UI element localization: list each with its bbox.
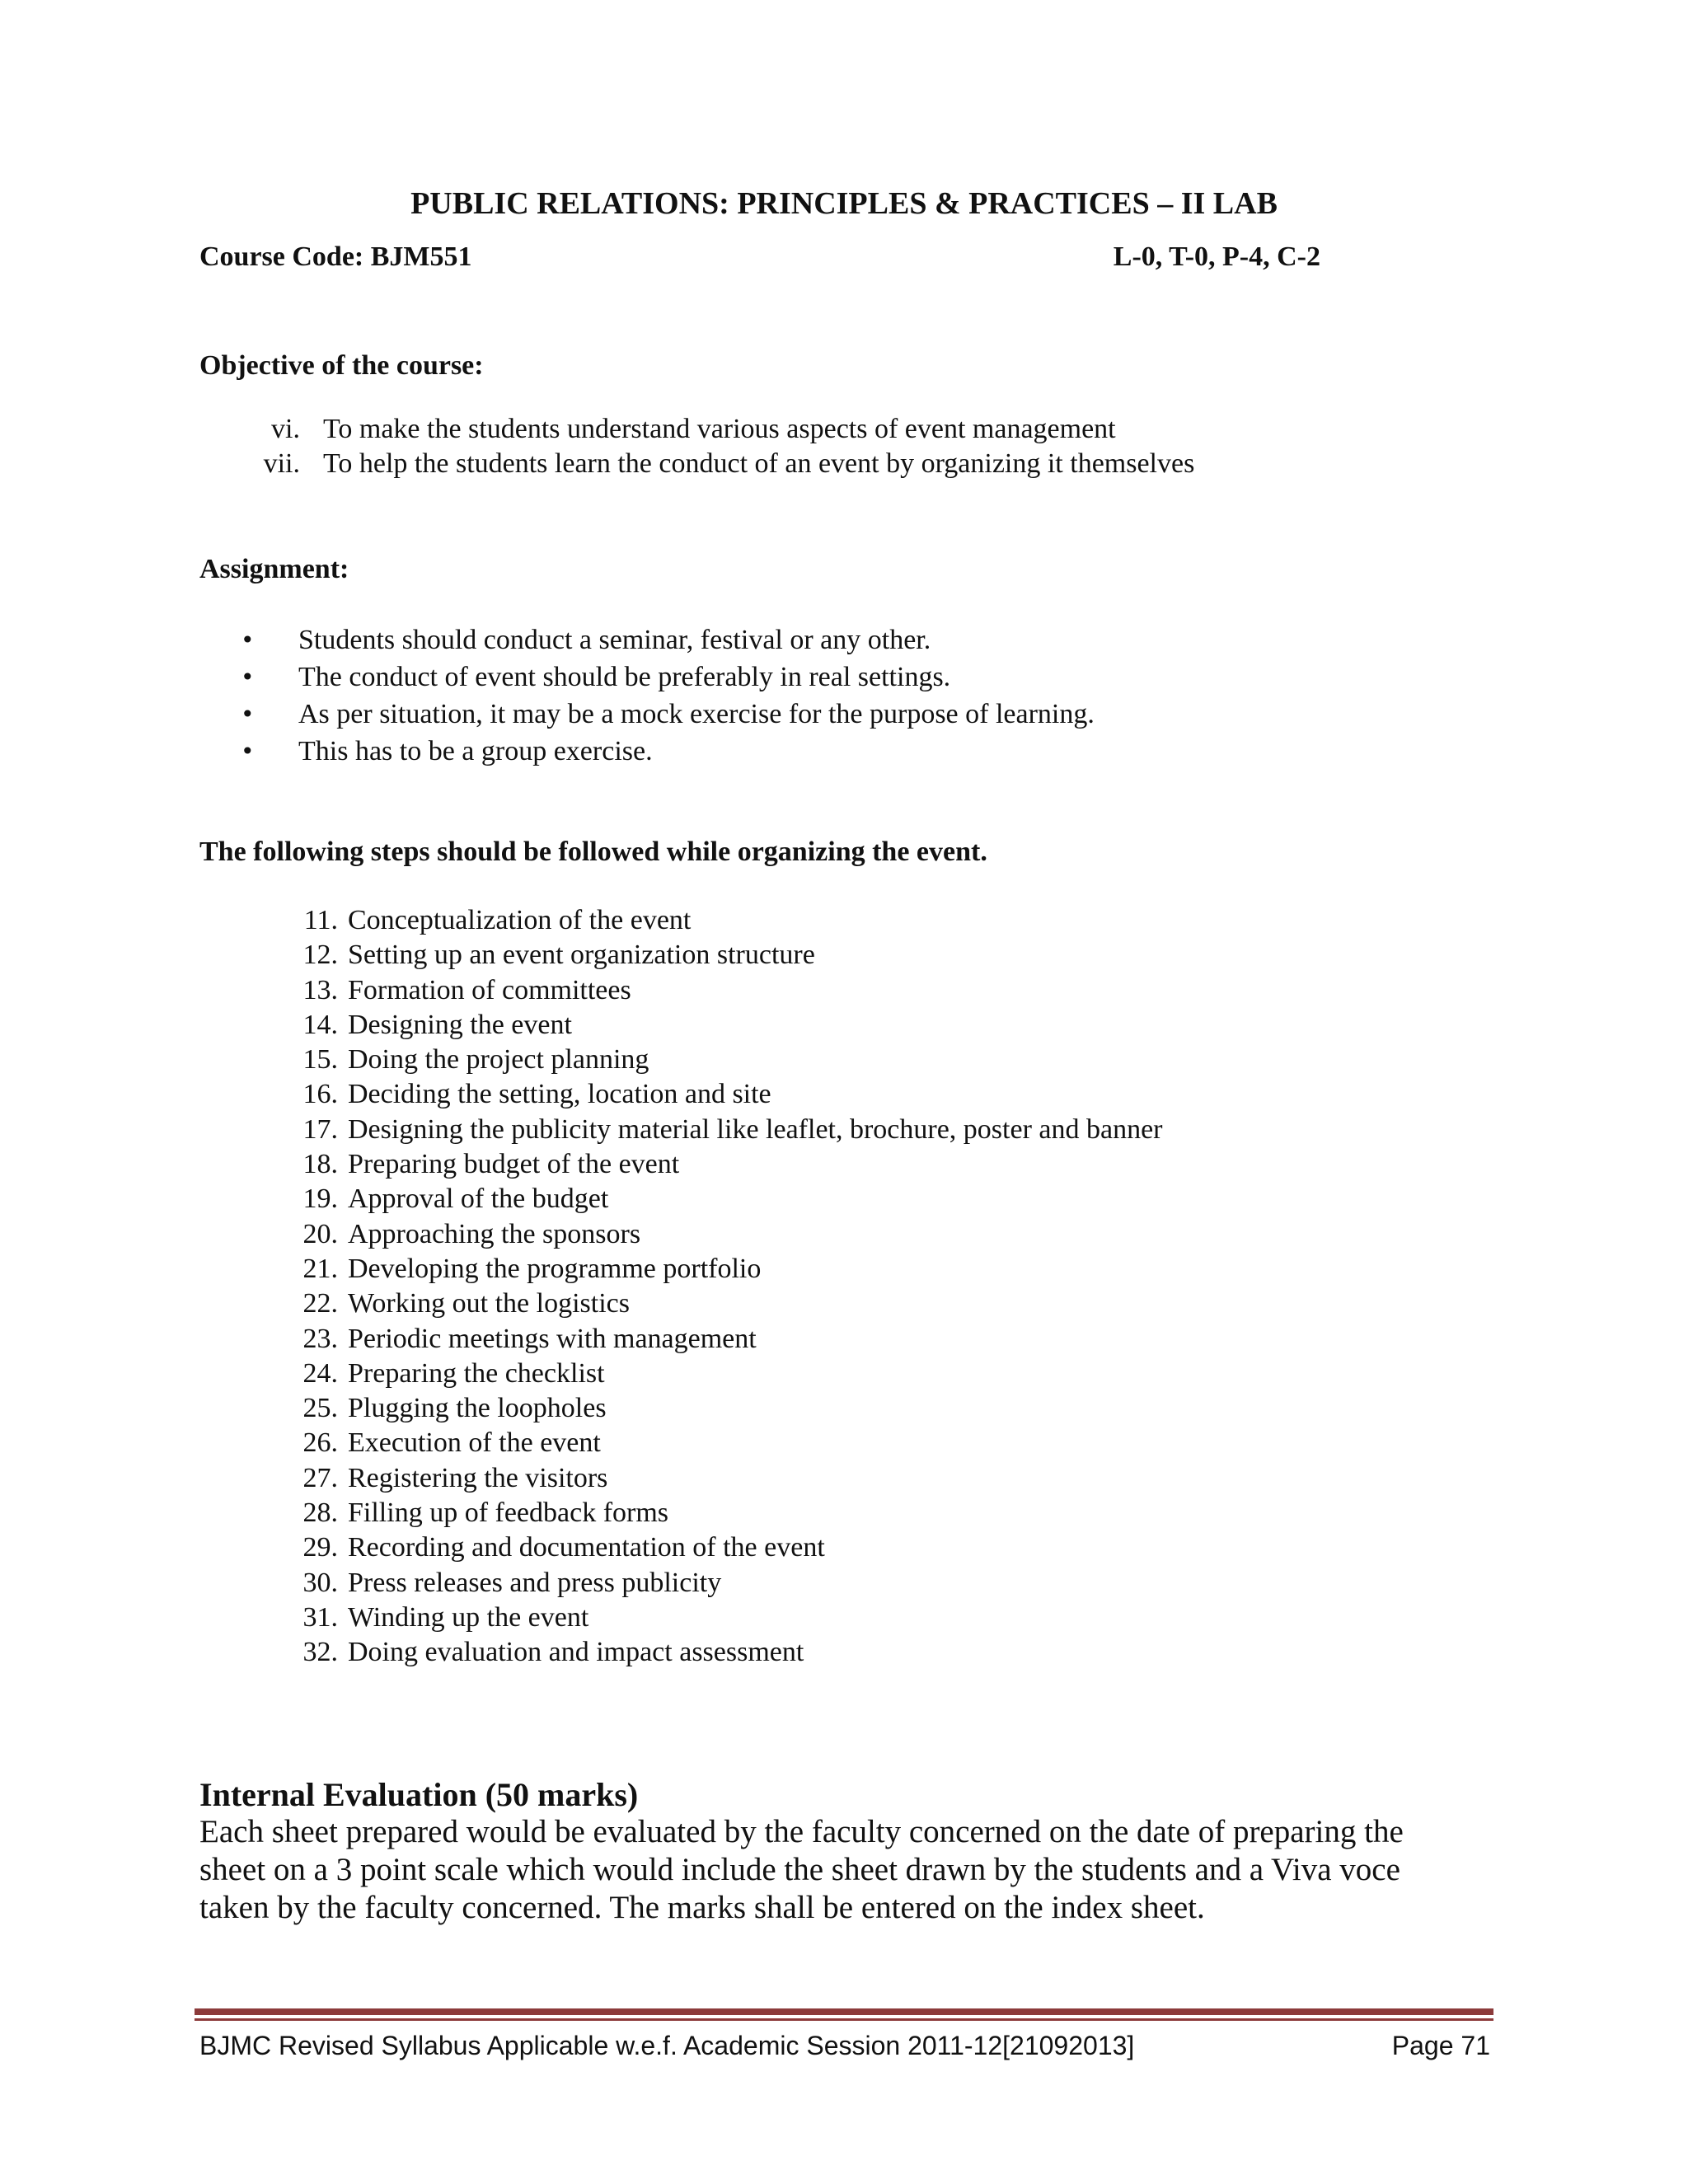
list-text: Conceptualization of the event — [348, 905, 692, 935]
list-text: Setting up an event organization structure — [348, 940, 815, 971]
list-number: 24. — [302, 1357, 338, 1389]
course-info-row — [199, 237, 1320, 278]
list-number: 19. — [302, 1183, 338, 1215]
footer-divider — [195, 2008, 1493, 2015]
list-number: 25. — [302, 1393, 338, 1424]
list-item — [199, 696, 1095, 733]
list-text: As per situation, it may be a mock exercise for the purpose of learning. — [298, 699, 1095, 729]
list-number: 15. — [302, 1044, 338, 1076]
list-text: Designing the event — [348, 1009, 572, 1040]
list-text: Preparing budget of the event — [348, 1149, 680, 1180]
list-item — [199, 412, 1194, 447]
list-number: 22. — [302, 1288, 338, 1319]
list-item — [247, 1286, 1163, 1321]
list-number: 13. — [302, 974, 338, 1005]
footer-divider-thin — [195, 2018, 1493, 2021]
objective-heading: Objective of the course: — [199, 350, 484, 381]
list-text: Approval of the budget — [348, 1183, 609, 1215]
list-text: Press releases and press publicity — [348, 1567, 722, 1598]
list-text: Filling up of feedback forms — [348, 1497, 669, 1529]
list-number: 18. — [302, 1149, 338, 1180]
list-number: 16. — [302, 1079, 338, 1110]
list-item — [247, 1147, 1163, 1182]
list-item — [247, 1635, 1163, 1670]
list-number: vi. — [271, 414, 300, 444]
evaluation-text: Each sheet prepared would be evaluated by the faculty concerned on the date of preparing the sheet on a 3 point scale which would include the sheet drawn by the students and a Viva voce taken by the faculty concerned. The marks shall be entered on the index sheet. — [199, 1814, 1404, 1925]
steps-heading: The following steps should be followed while organizing the event. — [199, 837, 987, 867]
list-item — [247, 1113, 1163, 1147]
list-item — [247, 1357, 1163, 1391]
list-text: Recording and documentation of the event — [348, 1532, 825, 1563]
list-item — [247, 1426, 1163, 1460]
list-text: Students should conduct a seminar, festival or any other. — [298, 625, 931, 655]
bullet-icon: • — [241, 626, 255, 654]
assignment-list — [199, 621, 1095, 770]
list-text: Doing evaluation and impact assessment — [348, 1637, 804, 1668]
bullet-icon: • — [241, 663, 255, 691]
list-item — [247, 1008, 1163, 1043]
list-text: Doing the project planning — [348, 1044, 649, 1076]
list-item — [199, 733, 1095, 770]
page-title: PUBLIC RELATIONS: PRINCIPLES & PRACTICES – II LAB — [410, 186, 1278, 222]
footer-text: BJMC Revised Syllabus Applicable w.e.f. Academic Session 2011-12[21092013] — [199, 2031, 1135, 2060]
list-item — [199, 658, 1095, 696]
list-item — [247, 1322, 1163, 1357]
list-item — [199, 621, 1095, 658]
list-item — [247, 1391, 1163, 1426]
list-number: 12. — [302, 940, 338, 971]
list-item — [247, 1461, 1163, 1496]
steps-list — [247, 903, 1163, 1671]
list-number: 26. — [302, 1427, 338, 1459]
list-number: vii. — [263, 448, 300, 479]
list-text: Approaching the sponsors — [348, 1218, 641, 1249]
list-item — [247, 1601, 1163, 1635]
list-text: Designing the publicity material like leaflet, brochure, poster and banner — [348, 1113, 1163, 1145]
list-number: 23. — [302, 1323, 338, 1354]
list-number: 14. — [302, 1009, 338, 1040]
list-text: Plugging the loopholes — [348, 1393, 607, 1424]
course-code: Course Code: BJM551 — [199, 241, 472, 272]
list-number: 31. — [302, 1601, 338, 1633]
list-text: Working out the logistics — [348, 1288, 630, 1319]
list-text: Periodic meetings with management — [348, 1323, 757, 1354]
list-number: 20. — [302, 1218, 338, 1249]
list-number: 30. — [302, 1567, 338, 1598]
list-number: 21. — [302, 1253, 338, 1284]
list-item — [199, 447, 1194, 481]
list-text: Execution of the event — [348, 1427, 601, 1459]
list-text: This has to be a group exercise. — [298, 736, 653, 766]
list-item — [247, 973, 1163, 1008]
list-number: 11. — [303, 905, 338, 935]
list-item — [247, 1077, 1163, 1112]
credit-structure: L-0, T-0, P-4, C-2 — [1113, 241, 1320, 272]
list-item — [247, 1217, 1163, 1252]
list-text: To help the students learn the conduct of an event by organizing it themselves — [323, 448, 1195, 479]
list-number: 17. — [302, 1113, 338, 1145]
list-text: To make the students understand various aspects of event management — [323, 414, 1116, 444]
list-item — [247, 903, 1163, 938]
list-number: 27. — [302, 1462, 338, 1493]
list-item — [247, 1496, 1163, 1530]
list-number: 29. — [302, 1532, 338, 1563]
bullet-icon: • — [241, 701, 255, 728]
objective-list — [199, 412, 1194, 481]
list-item — [247, 1252, 1163, 1286]
page-number: Page 71 — [1391, 2031, 1490, 2060]
list-item — [247, 1530, 1163, 1565]
list-text: Registering the visitors — [348, 1462, 608, 1493]
list-text: Winding up the event — [348, 1601, 589, 1633]
list-text: Preparing the checklist — [348, 1357, 605, 1389]
list-number: 32. — [302, 1637, 338, 1668]
list-item — [247, 1566, 1163, 1601]
list-text: Deciding the setting, location and site — [348, 1079, 771, 1110]
list-item — [247, 1043, 1163, 1077]
list-text: Formation of committees — [348, 974, 631, 1005]
assignment-heading: Assignment: — [199, 554, 349, 584]
bullet-icon: • — [241, 738, 255, 765]
list-number: 28. — [302, 1497, 338, 1529]
list-text: Developing the programme portfolio — [348, 1253, 762, 1284]
evaluation-heading: Internal Evaluation (50 marks) — [199, 1776, 639, 1813]
list-text: The conduct of event should be preferably in real settings. — [298, 662, 951, 692]
list-item — [247, 938, 1163, 972]
list-item — [247, 1182, 1163, 1216]
